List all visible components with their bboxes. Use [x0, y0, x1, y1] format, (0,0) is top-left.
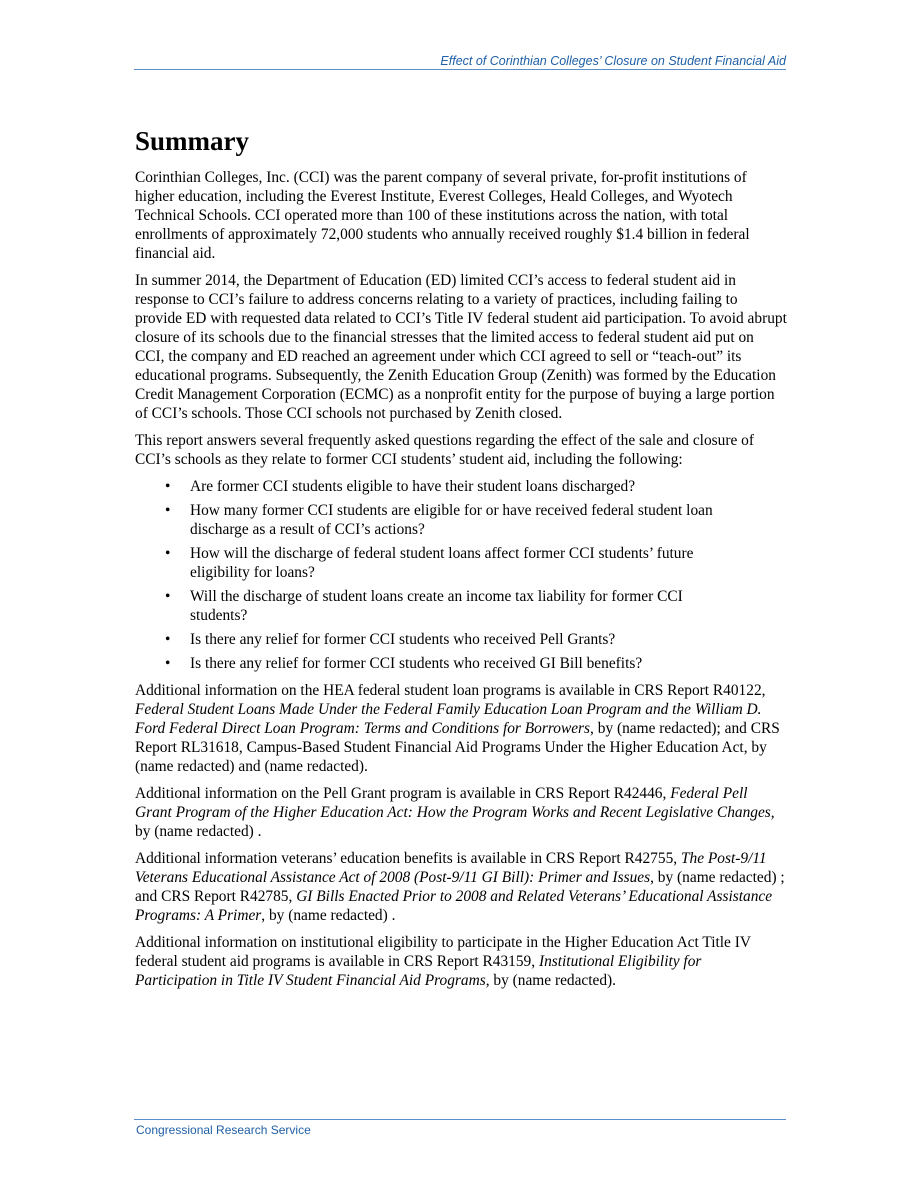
- report-title: Federal Student Loans Made Under the Federal Family Education Loan Program and the William D. Ford Federal Direct Loan Program: Terms and Conditions for Borrowers: [135, 701, 762, 737]
- bullet-icon: •: [165, 631, 171, 648]
- report-title: GI Bills Enacted Prior to 2008 and Related Veterans’ Educational Assistance Programs: A Primer: [135, 888, 773, 924]
- veterans-benefits-reference: Additional information veterans’ education benefits is available in CRS Report R42755, The Post-9/11 Veterans Educational Assistance Act of 2008 (Post-9/11 GI Bill): Primer and Issues, by (name redacted) ; and CRS Report R42785, GI Bills Enacted Prior to 2008 and Related Veterans’ Educational Assistance Programs: A Primer, by (name redacted) .: [135, 850, 785, 924]
- list-item: • Is there any relief for former CCI students who received Pell Grants?: [165, 631, 616, 648]
- page-title: Summary: [135, 126, 249, 156]
- bullet-icon: •: [165, 655, 171, 672]
- running-header: Effect of Corinthian Colleges’ Closure on Student Financial Aid: [440, 54, 786, 68]
- report-title: The Post-9/11 Veterans Educational Assistance Act of 2008 (Post-9/11 GI Bill): Primer and Issues: [135, 850, 767, 886]
- report-title: Federal Pell Grant Program of the Higher Education Act: How the Program Works and Recent Legislative Changes: [135, 785, 771, 821]
- header-rule: [134, 69, 786, 70]
- institutional-eligibility-reference: Additional information on institutional eligibility to participate in the Higher Education Act Title IV federal student aid programs is available in CRS Report R43159, Institutional Eligibility for Participation in Title IV Student Financial Aid Programs, by (name redacted).: [135, 934, 751, 989]
- pell-grant-reference: Additional information on the Pell Grant program is available in CRS Report R42446, Federal Pell Grant Program of the Higher Education Act: How the Program Works and Recent Legislative Changes, by (name redacted) .: [135, 785, 775, 840]
- list-item: • How will the discharge of federal student loans affect former CCI students’ future eligibility for loans?: [165, 545, 694, 581]
- list-item: • Will the discharge of student loans create an income tax liability for former CCI students?: [165, 588, 683, 624]
- questions-intro-paragraph: This report answers several frequently asked questions regarding the effect of the sale and closure of CCI’s schools as they relate to former CCI students’ student aid, including the following:: [135, 432, 754, 468]
- bullet-icon: •: [165, 545, 171, 562]
- list-item: • Are former CCI students eligible to have their student loans discharged?: [165, 478, 636, 495]
- bullet-icon: •: [165, 478, 171, 495]
- report-title: Institutional Eligibility for Participation in Title IV Student Financial Aid Programs: [135, 953, 702, 989]
- loan-programs-reference: Additional information on the HEA federal student loan programs is available in CRS Report R40122, Federal Student Loans Made Under the Federal Family Education Loan Program and the William D. Ford Federal Direct Loan Program: Terms and Conditions for Borrowers, by (name redacted); and CRS Report RL31618, Campus-Based Student Financial Aid Programs Under the Higher Education Act, by (name redacted) and (name redacted).: [135, 682, 780, 775]
- footer-label: Congressional Research Service: [136, 1123, 311, 1137]
- footer-rule: [134, 1119, 786, 1120]
- bullet-icon: •: [165, 502, 171, 519]
- summary-section: [135, 124, 787, 998]
- background-paragraph: In summer 2014, the Department of Education (ED) limited CCI’s access to federal student aid in response to CCI’s failure to address concerns relating to a variety of practices, including failing to provide ED with requested data related to CCI’s Title IV federal student aid participation. To avoid abrupt closure of its schools due to the financial stresses that the limited access to federal student aid put on CCI, the company and ED reached an agreement under which CCI agreed to sell or “teach-out” its educational programs. Subsequently, the Zenith Education Group (Zenith) was formed by the Education Credit Management Corporation (ECMC) as a nonprofit entity for the purpose of buying a large portion of CCI’s schools. Those CCI schools not purchased by Zenith closed.: [135, 272, 787, 422]
- list-item: • Is there any relief for former CCI students who received GI Bill benefits?: [165, 655, 643, 672]
- list-item: • How many former CCI students are eligible for or have received federal student loan discharge as a result of CCI’s actions?: [165, 502, 713, 538]
- intro-paragraph: Corinthian Colleges, Inc. (CCI) was the parent company of several private, for-profit institutions of higher education, including the Everest Institute, Everest Colleges, Heald Colleges, and Wyotech Technical Schools. CCI operated more than 100 of these institutions across the nation, with total enrollments of approximately 72,000 students who annually received roughly $1.4 billion in federal financial aid.: [135, 169, 750, 262]
- bullet-icon: •: [165, 588, 171, 605]
- questions-list: [135, 477, 787, 673]
